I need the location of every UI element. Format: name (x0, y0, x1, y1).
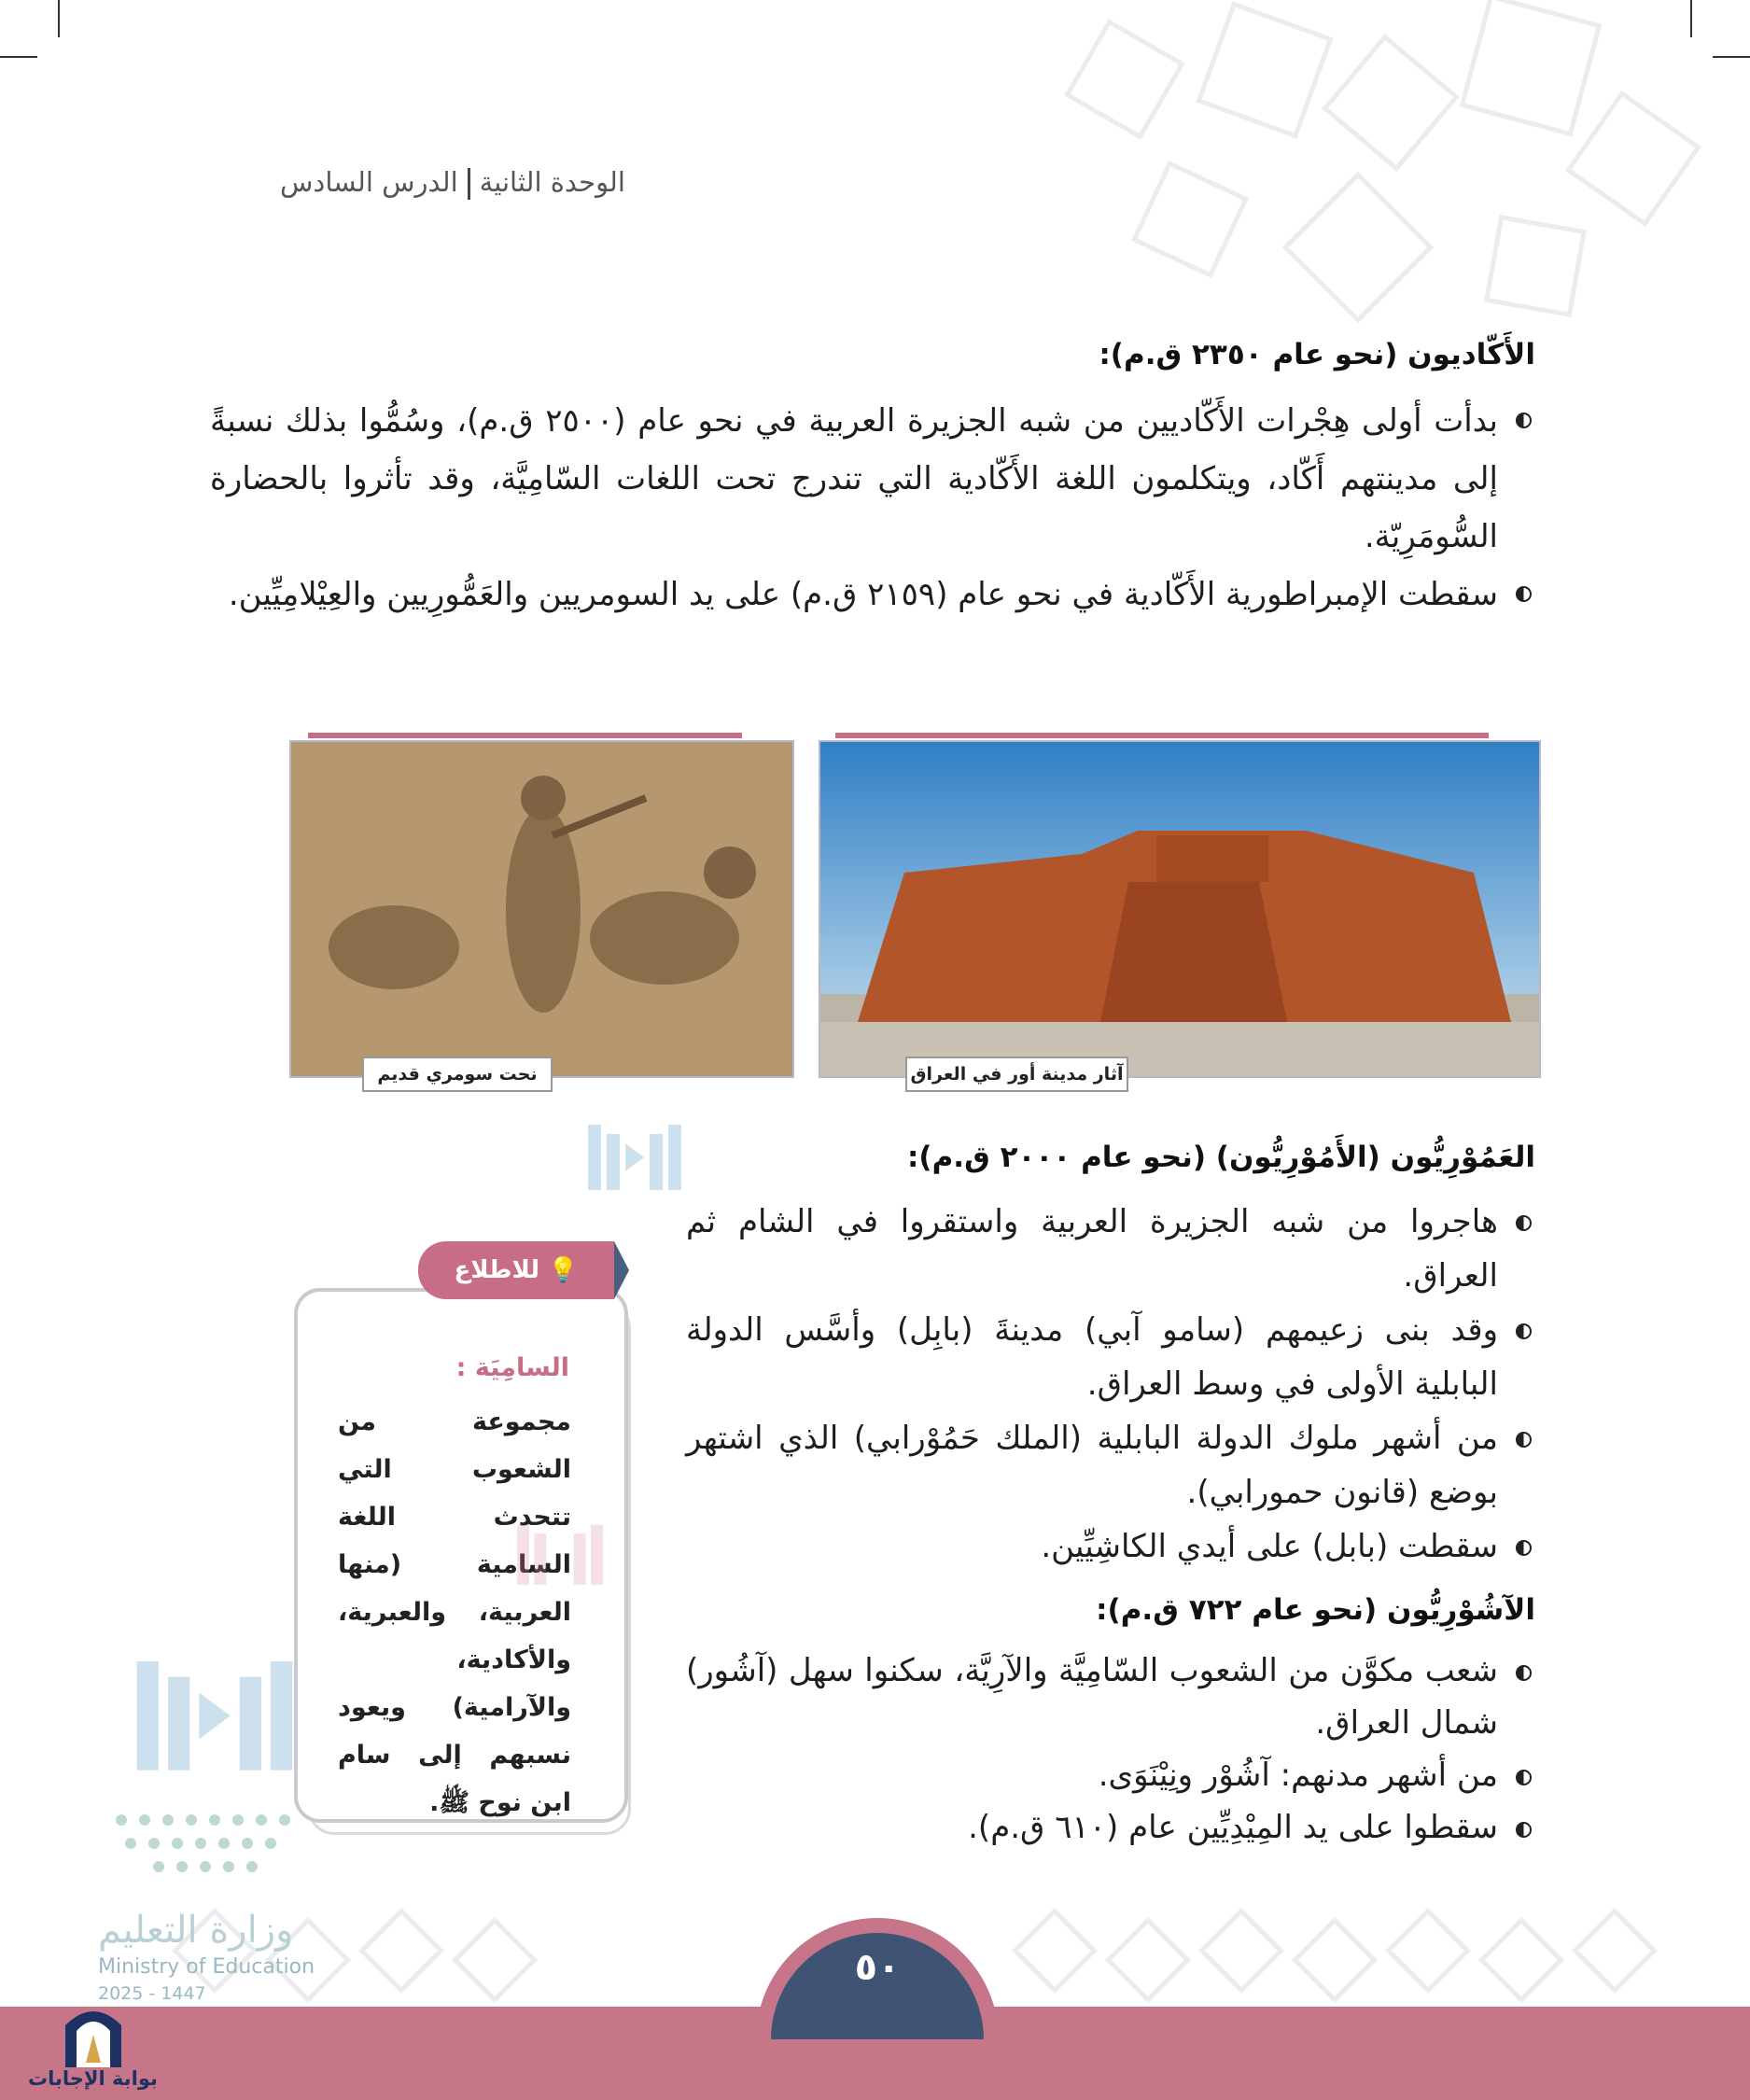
assyrians-bullets (686, 1645, 1535, 1854)
crop-mark (1690, 0, 1692, 37)
amorites-bullets (686, 1195, 1535, 1574)
assyrians-bullet-3: سقطوا على يد المِيْدِيِّين عام (٦١٠ ق.م). (686, 1801, 1535, 1854)
akkadians-bullets (210, 392, 1535, 623)
sidebar-tag (418, 1241, 614, 1299)
page-header (280, 166, 681, 203)
header-lesson: الدرس السادس (280, 166, 458, 198)
relief-illustration (291, 742, 792, 1076)
photo-accent-bar (308, 733, 742, 738)
portal-logo-icon (56, 1997, 131, 2067)
akkadians-title: الأَكّاديون (نحو عام ٢٣٥٠ ق.م): (1099, 338, 1535, 371)
amorites-bullet-3: من أشهر ملوك الدولة البابلية (الملك حَمُوْرابي) الذي اشتهر بوضع (قانون حمورابي). (686, 1411, 1535, 1519)
ur-ziggurat-photo (819, 740, 1541, 1078)
photo-accent-bar (835, 733, 1489, 738)
ziggurat-illustration (820, 742, 1539, 1076)
header-unit: الوحدة الثانية (479, 166, 625, 198)
watermark-logo-icon (579, 1115, 691, 1218)
assyrians-bullet-1: شعب مكوَّن من الشعوب السّامِيَّة والآرِيَّة، سكنوا سهل (آشُور) شمال العراق. (686, 1645, 1535, 1749)
lightbulb-book-icon: 💡 (539, 1256, 579, 1284)
right-photo-caption: آثار مدينة أور في العراق (905, 1057, 1128, 1092)
ministry-name-en: Ministry of Education (98, 1955, 315, 1979)
ministry-year: 2025 - 1447 (98, 1983, 206, 2004)
crop-mark (0, 56, 37, 58)
sumerian-relief-photo (289, 740, 794, 1078)
amorites-bullet-4: سقطت (بابل) على أيدي الكاشِيِّين. (686, 1519, 1535, 1574)
left-photo-caption: نحت سومري قديم (362, 1057, 553, 1092)
amorites-title: العَمُوْرِيُّون (الأَمُوْرِيُّون) (نحو عام ٢٠٠٠ ق.م): (907, 1141, 1535, 1174)
watermark-logo-icon (509, 1512, 611, 1615)
amorites-bullet-2: وقد بنى زعيمهم (سامو آبي) مدينةَ (بابِل) وأسَّس الدولة البابلية الأولى في وسط العراق. (686, 1303, 1535, 1411)
ministry-logo-icon (103, 1801, 317, 1895)
sidebar-text: مجموعة من الشعوب التي تتحدث اللغة السامية (منها العربية، والعبرية، والأكادية، والآرامية) ويعود نسبهم إلى سام ابن نوح ﷺ. (338, 1407, 571, 1817)
ministry-name-ar: وزارة التعليم (98, 1909, 294, 1952)
header-separator (468, 168, 470, 200)
crop-mark (1713, 56, 1750, 58)
sidebar-heading: السامِيَة : (455, 1353, 569, 1382)
akkadians-bullet-2: سقطت الإمبراطورية الأَكّادية في نحو عام (٢١٥٩ ق.م) على يد السومريين والعَمُّورِيين والعِيْلامِيِّين. (210, 566, 1535, 623)
crop-mark (58, 0, 60, 37)
portal-name: بوابة الإجابات (28, 2067, 158, 2090)
assyrians-bullet-2: من أشهر مدنهم: آشُوْر ونِيْنَوَى. (686, 1749, 1535, 1801)
assyrians-title: الآشُوْرِيُّون (نحو عام ٧٢٢ ق.م): (1096, 1593, 1535, 1627)
watermark-logo-icon (121, 1638, 308, 1825)
akkadians-bullet-1: بدأت أولى هِجْرات الأَكّاديين من شبه الجزيرة العربية في نحو عام (٢٥٠٠ ق.م)، وسُمُّوا بذلك نسبةً إلى مدينتهم أَكّاد، ويتكلمون اللغة الأَكّادية التي تندرج تحت اللغات السّامِيَّة، وقد تأثروا بالحضارة السُّومَرِيّة. (210, 392, 1535, 566)
amorites-bullet-1: هاجروا من شبه الجزيرة العربية واستقروا في الشام ثم العراق. (686, 1195, 1535, 1303)
sidebar-tag-label: للاطلاع (454, 1256, 540, 1284)
page-number: ٥٠ (854, 1946, 901, 1989)
